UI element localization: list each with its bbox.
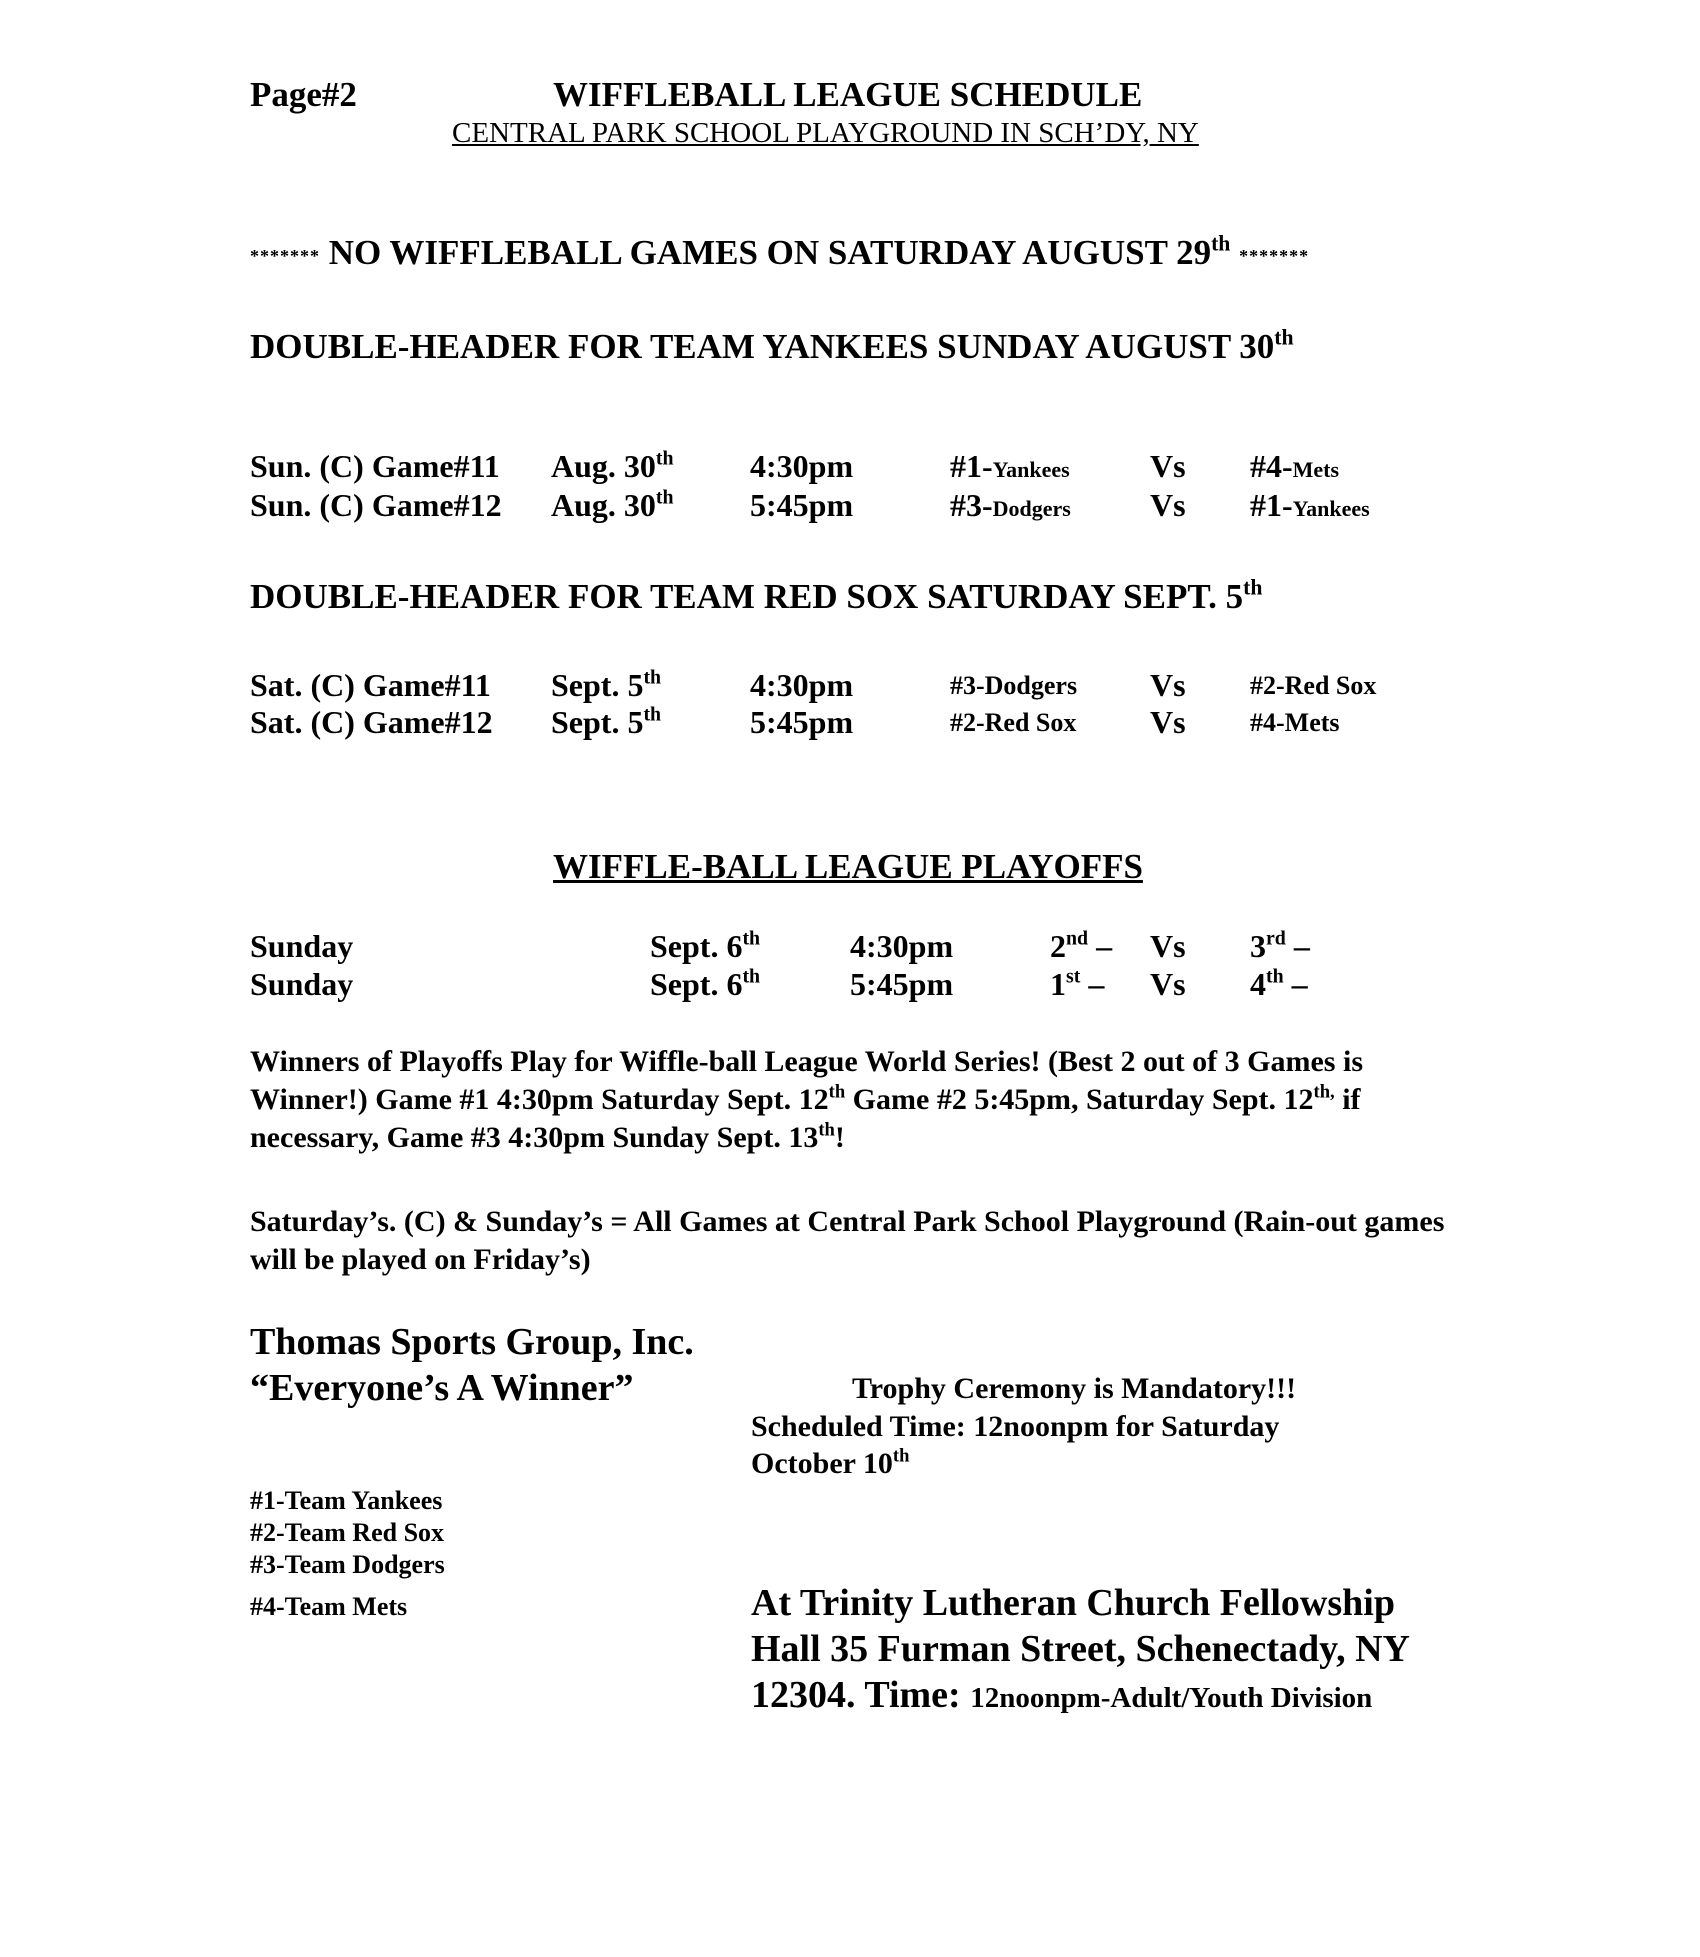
seed-a: 2nd – (1050, 927, 1113, 964)
vs-label: Vs (1150, 704, 1186, 740)
game-date: Sept. 5th (551, 703, 662, 740)
playoff-day: Sunday (250, 966, 354, 1002)
yankees-heading-sup: th (1274, 325, 1294, 350)
vs-label: Vs (1150, 487, 1186, 523)
schedule-row (0, 667, 1700, 707)
team-list-item: #2-Team Red Sox (250, 1518, 445, 1547)
venue-line-3: 12304. Time: 12noonpm-Adult/Youth Division (751, 1674, 1373, 1716)
notice-stars-right: ******* (1239, 246, 1310, 267)
seed-a: 1st – (1050, 965, 1105, 1002)
trophy-line-1: Trophy Ceremony is Mandatory!!! (852, 1372, 1297, 1405)
trophy-line-2: Scheduled Time: 12noonpm for Saturday (751, 1410, 1280, 1443)
game-label: Sat. (C) Game#12 (250, 704, 493, 740)
redsox-heading (250, 577, 1262, 617)
schedule-row (0, 487, 1700, 527)
notice-stars-left: ******* (250, 246, 320, 267)
away-team: #4-Mets (1250, 708, 1340, 737)
game-label: Sun. (C) Game#12 (250, 487, 502, 523)
vs-label: Vs (1150, 448, 1186, 484)
game-label: Sun. (C) Game#11 (250, 448, 500, 484)
game-date: Sept. 5th (551, 666, 662, 703)
playoff-row (0, 928, 1700, 968)
away-team: #4-Mets (1250, 448, 1340, 484)
home-team: #2-Red Sox (950, 708, 1077, 737)
game-time: 5:45pm (750, 704, 854, 740)
no-games-notice (250, 233, 1309, 273)
vs-label: Vs (1150, 928, 1186, 964)
home-team: #3-Dodgers (950, 487, 1071, 523)
vs-label: Vs (1150, 966, 1186, 1002)
company-name: Thomas Sports Group, Inc. (250, 1321, 694, 1363)
company-slogan: “Everyone’s A Winner” (250, 1367, 634, 1409)
world-series-info: Winners of Playoffs Play for Wiffle-ball League World Series! (Best 2 out of 3 Games is Winner!) Game #1 4:30pm Saturday Sept. 12th Game #2 5:45pm, Saturday Sept. $12^{th,}$ if necessary, Game #3 4:30pm Sunday Sept. 13th! (250, 1045, 1363, 1154)
trophy-line-3: October 10th (751, 1445, 910, 1480)
notice-text: NO WIFFLEBALL GAMES ON SATURDAY AUGUST 29 (328, 233, 1212, 272)
game-time: 4:30pm (750, 667, 854, 703)
yankees-heading (250, 327, 1294, 367)
page-number: Page#2 (250, 75, 357, 114)
playoffs-heading: WIFFLE-BALL LEAGUE PLAYOFFS (553, 847, 1143, 886)
playoff-date: Sept. 6th (650, 965, 761, 1002)
game-date: Aug. 30th (551, 447, 674, 484)
venue-line-1: At Trinity Lutheran Church Fellowship (751, 1582, 1395, 1624)
seed-b: 4th – (1250, 965, 1308, 1002)
home-team: #1-Yankees (950, 448, 1070, 484)
playoff-time: 4:30pm (850, 928, 954, 964)
yankees-heading-text: DOUBLE-HEADER FOR TEAM YANKEES SUNDAY AUGUST 30 (250, 327, 1275, 366)
game-date: Aug. 30th (551, 486, 674, 523)
redsox-heading-sup: th (1243, 575, 1263, 600)
playoff-row (0, 966, 1700, 1006)
page-title: WIFFLEBALL LEAGUE SCHEDULE (553, 75, 1143, 114)
location-note: Saturday’s. (C) & Sunday’s = All Games at Central Park School Playground (Rain-out games will be played on Friday’s) (250, 1205, 1445, 1276)
team-list-item: #3-Team Dodgers (250, 1550, 445, 1579)
game-time: 5:45pm (750, 487, 854, 523)
redsox-heading-text: DOUBLE-HEADER FOR TEAM RED SOX SATURDAY SEPT. 5 (250, 577, 1244, 616)
playoff-day: Sunday (250, 928, 354, 964)
venue-line-2: Hall 35 Furman Street, Schenectady, NY (751, 1628, 1410, 1670)
team-list-item: #4-Team Mets (250, 1592, 408, 1621)
team-list-item: #1-Team Yankees (250, 1486, 443, 1515)
schedule-row (0, 704, 1700, 744)
game-label: Sat. (C) Game#11 (250, 667, 491, 703)
vs-label: Vs (1150, 667, 1186, 703)
schedule-row (0, 448, 1700, 488)
playoff-time: 5:45pm (850, 966, 954, 1002)
playoff-date: Sept. 6th (650, 927, 761, 964)
home-team: #3-Dodgers (950, 671, 1078, 700)
game-time: 4:30pm (750, 448, 854, 484)
seed-b: 3rd – (1250, 927, 1310, 964)
away-team: #1-Yankees (1250, 487, 1370, 523)
away-team: #2-Red Sox (1250, 671, 1377, 700)
notice-sup: th (1211, 231, 1231, 256)
page-subtitle: CENTRAL PARK SCHOOL PLAYGROUND IN SCH’DY, NY (452, 117, 1199, 149)
